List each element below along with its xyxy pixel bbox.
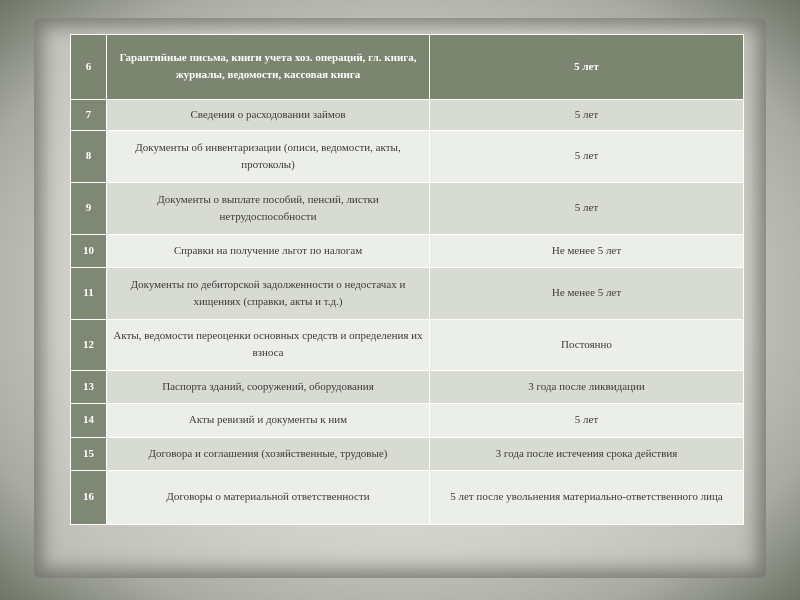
document-cell: Сведения о расходовании займов — [107, 100, 430, 131]
row-number: 10 — [71, 235, 107, 268]
table-row — [71, 404, 744, 438]
document-cell: Справки на получение льгот по налогам — [107, 235, 430, 268]
row-number: 8 — [71, 131, 107, 183]
document-cell: Договора и соглашения (хозяйственные, трудовые) — [107, 438, 430, 471]
row-number: 16 — [71, 471, 107, 525]
term-cell: 3 года после истечения срока действия — [430, 438, 744, 471]
document-cell: Акты ревизий и документы к ним — [107, 404, 430, 438]
table-row — [71, 35, 744, 100]
document-cell: Паспорта зданий, сооружений, оборудования — [107, 371, 430, 404]
row-number: 12 — [71, 320, 107, 371]
term-cell: 3 года после ликвидации — [430, 371, 744, 404]
retention-table — [70, 34, 744, 525]
table-row — [71, 100, 744, 131]
term-cell: 5 лет — [430, 183, 744, 235]
document-cell: Договоры о материальной ответственности — [107, 471, 430, 525]
row-number: 14 — [71, 404, 107, 438]
term-cell: Не менее 5 лет — [430, 235, 744, 268]
row-number: 7 — [71, 100, 107, 131]
row-number: 11 — [71, 268, 107, 320]
row-number: 9 — [71, 183, 107, 235]
term-cell: 5 лет — [430, 131, 744, 183]
table-row — [71, 471, 744, 525]
table-row — [71, 268, 744, 320]
term-cell: Постоянно — [430, 320, 744, 371]
row-number: 15 — [71, 438, 107, 471]
document-cell: Акты, ведомости переоценки основных средств и определения их взноса — [107, 320, 430, 371]
document-cell: Документы по дебиторской задолженности о недостачах и хищениях (справки, акты и т.д.) — [107, 268, 430, 320]
row-number: 13 — [71, 371, 107, 404]
term-cell: Не менее 5 лет — [430, 268, 744, 320]
document-cell: Документы об инвентаризации (описи, ведомости, акты, протоколы) — [107, 131, 430, 183]
term-cell: 5 лет — [430, 100, 744, 131]
table-row — [71, 235, 744, 268]
table-row — [71, 131, 744, 183]
table-row — [71, 371, 744, 404]
document-cell: Гарантийные письма, книги учета хоз. операций, гл. книга, журналы, ведомости, кассовая книга — [107, 35, 430, 100]
term-cell: 5 лет после увольнения материально-ответственного лица — [430, 471, 744, 525]
term-cell: 5 лет — [430, 404, 744, 438]
table-row — [71, 183, 744, 235]
document-cell: Документы о выплате пособий, пенсий, листки нетрудоспособности — [107, 183, 430, 235]
row-number: 6 — [71, 35, 107, 100]
table-row — [71, 320, 744, 371]
table-row — [71, 438, 744, 471]
term-cell: 5 лет — [430, 35, 744, 100]
